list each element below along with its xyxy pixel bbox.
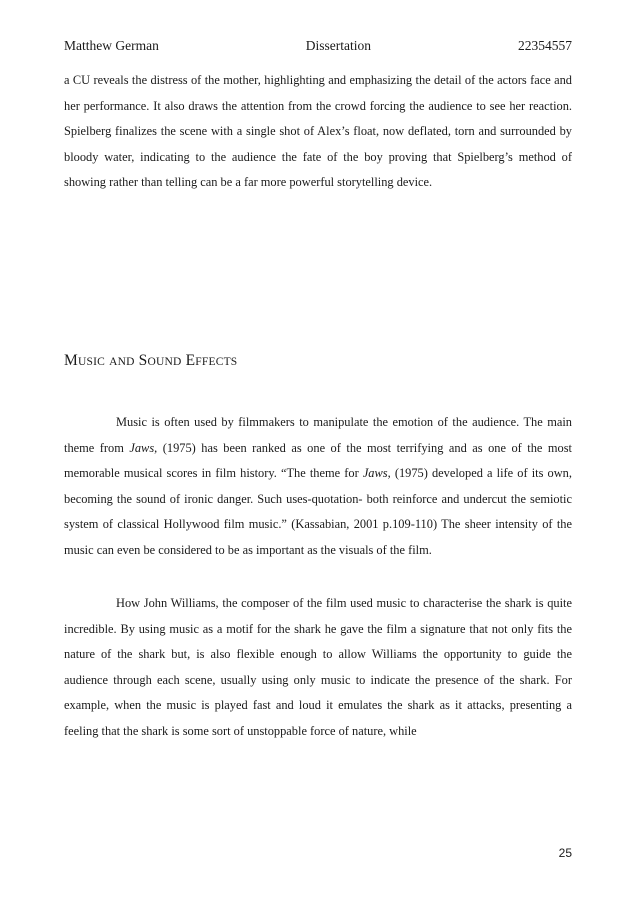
- heading-initial-s: S: [138, 352, 148, 369]
- heading-initial-e: E: [185, 352, 196, 369]
- heading-rest-music: USIC: [77, 356, 105, 368]
- paragraph-2-part-2: (1975) has been ranked as one of the most terrifying and as one of the most memorable musical scores in film history. “The theme for: [64, 440, 573, 480]
- heading-and: AND: [109, 356, 135, 368]
- paragraph-2-part-1: Music is often used by filmmakers to manipulate the emotion of the audience. The main theme from: [64, 415, 572, 455]
- heading-rest-sound: OUND: [147, 356, 182, 368]
- header-student-id: 22354557: [518, 38, 572, 53]
- film-title-jaws-2: Jaws,: [362, 466, 391, 480]
- paragraph-1: a CU reveals the distress of the mother, highlighting and emphasizing the detail of the actors face and her performance. It also draws the attention from the crowd forcing the audience to see her reaction. Spielberg finalizes the scene with a single shot of Alex’s float, now deflated, torn and surrounded by bloody water, indicating to the audience the fate of the boy proving that Spielberg’s method of showing rather than telling can be a far more powerful storytelling device.: [64, 73, 572, 189]
- header-title: Dissertation: [305, 38, 372, 53]
- paragraph-2: [64, 410, 572, 563]
- paragraph-2-part-3: (1975) developed a life of its own, becoming the sound of ironic danger. Such uses-quotation- both reinforce and undercut the semiotic system of classical Hollywood film music.” (Kassabian, 2001 p.109-110) The sheer intensity of the music can even be considered to be as important as the visuals of the film.: [64, 466, 572, 557]
- page-header: [64, 38, 572, 54]
- section-heading: [64, 352, 237, 371]
- heading-rest-effects: FFECTS: [195, 356, 238, 368]
- heading-initial-m: M: [64, 352, 78, 369]
- page-number: 25: [558, 846, 572, 860]
- header-author: Matthew German: [64, 38, 159, 53]
- film-title-jaws-1: Jaws,: [129, 440, 158, 455]
- paragraph-3: How John Williams, the composer of the film used music to characterise the shark is quite incredible. By using music as a motif for the shark he gave the film a signature that not only fits the nature of the shark but, is also flexible enough to allow Williams the opportunity to guide the audience through each scene, usually using only music to indicate the presence of the shark. For example, when the music is played fast and loud it emulates the shark as it attacks, presenting a feeling that the shark is some sort of unstoppable force of nature, while: [64, 596, 572, 738]
